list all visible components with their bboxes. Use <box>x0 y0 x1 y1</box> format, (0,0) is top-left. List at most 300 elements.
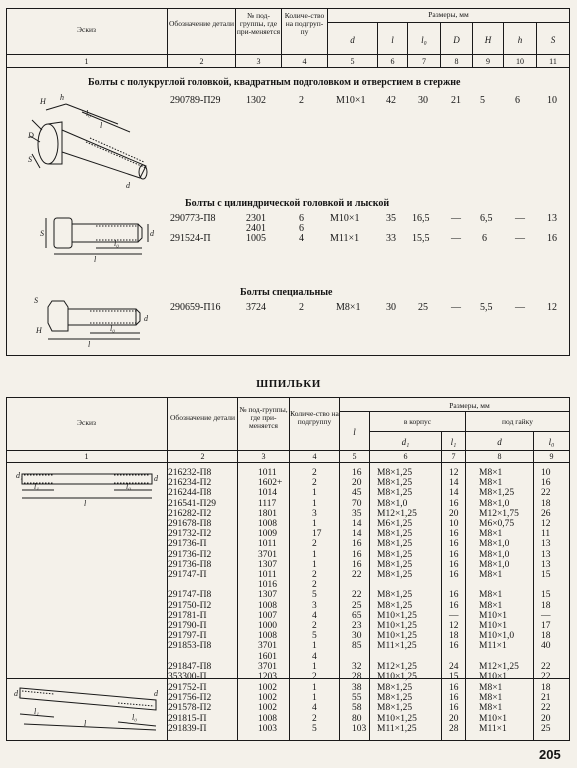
cell-l0: 13 <box>541 539 551 550</box>
cell-l1: 16 <box>449 600 459 611</box>
bolt-special-sketch <box>30 293 155 348</box>
cell-S: 12 <box>547 302 557 313</box>
cell-des: 216244-П8 <box>168 488 212 499</box>
col-number: 5 <box>350 57 355 66</box>
cell-des: 291678-П8 <box>168 519 212 529</box>
svg-text:l₀: l₀ <box>86 109 92 118</box>
table-row <box>0 672 577 683</box>
cell-grp: 1014 <box>258 488 277 499</box>
table-row <box>0 550 577 561</box>
cell-qty: 2 <box>299 95 304 106</box>
cell-qty: 1 <box>312 488 317 499</box>
cell-S: 16 <box>547 233 557 244</box>
cell-des: 291797-П <box>168 631 207 642</box>
table-row <box>0 519 577 530</box>
cell-grp: 1117 <box>258 498 277 509</box>
cell-l0: 25 <box>418 302 428 313</box>
page-number: 205 <box>539 747 561 762</box>
header-into-body: в корпус <box>403 417 432 426</box>
cell-qty: 1 <box>312 498 317 509</box>
cell-grp: 1002 <box>258 703 277 714</box>
cell-l: 80 <box>352 713 362 724</box>
cell-d: M10×1 <box>479 713 508 724</box>
cell-grp: 1008 <box>258 600 277 611</box>
col-number: 7 <box>422 57 426 66</box>
cell-des: 291847-П8 <box>168 661 212 672</box>
cell-qty: 4 <box>312 703 317 714</box>
svg-text:l: l <box>88 340 91 348</box>
table-row <box>0 641 577 652</box>
cell-l: 25 <box>352 600 362 611</box>
cell-D: — <box>451 213 461 224</box>
cell-group: 3724 <box>246 302 266 313</box>
cell-l1: 16 <box>449 693 459 704</box>
stud-sketch-2 <box>14 684 164 734</box>
cell-l0: 16,5 <box>412 213 430 224</box>
svg-text:H: H <box>40 97 46 106</box>
cell-qty: 1 <box>312 693 317 704</box>
cell-d: M8×1,0 <box>479 539 510 550</box>
cell-l0: 18 <box>541 498 551 509</box>
cell-grp: 1008 <box>258 713 277 724</box>
cell-l: 103 <box>352 723 367 734</box>
cell-l: 33 <box>386 233 396 244</box>
cell-grp: 1307 <box>258 590 277 601</box>
cell-qty: 4 <box>312 610 317 621</box>
cell-des: 216282-П2 <box>168 508 212 519</box>
svg-text:l₀: l₀ <box>126 482 132 491</box>
cell-grp: 1011 <box>258 539 277 550</box>
header-group: № под-группы, где при-меняется <box>239 405 288 430</box>
table-row <box>0 509 577 520</box>
cell-des: 291790-П <box>168 621 207 631</box>
cell-grp: 3701 <box>258 661 277 672</box>
cell-l: 38 <box>352 683 362 693</box>
cell-l: 58 <box>352 703 362 714</box>
cell-l0: 15 <box>541 590 551 601</box>
cell-designation: 290789-П29 <box>170 95 221 106</box>
header-D: D <box>453 35 460 45</box>
header-l1: l₁ <box>450 437 457 447</box>
cell-l0: 22 <box>541 703 551 714</box>
cell-D: 21 <box>451 95 461 106</box>
header-qty: Количе-ство на подгруппу <box>290 409 339 426</box>
cell-l1: 28 <box>449 723 459 734</box>
col-number: 8 <box>454 57 459 66</box>
cell-grp: 1011 <box>258 468 277 478</box>
cell-l0: 25 <box>541 723 551 734</box>
header-l0: l₀ <box>548 437 555 447</box>
cell-qty: 2 <box>312 468 317 478</box>
svg-text:l₀: l₀ <box>110 324 116 333</box>
col-number: 5 <box>352 452 357 461</box>
cell-d1: M10×1,25 <box>377 672 417 682</box>
cell-d: M8×1 <box>479 478 503 489</box>
cell-l0: 15,5 <box>412 233 430 244</box>
cell-group: 2301 <box>246 213 266 224</box>
cell-l0: 17 <box>541 621 551 631</box>
cell-des: 291578-П2 <box>168 703 212 714</box>
cell-l0: 26 <box>541 508 551 519</box>
table-row <box>0 529 577 540</box>
cell-l1: 16 <box>449 683 459 693</box>
cell-l: 16 <box>352 539 362 550</box>
cell-l1: 12 <box>449 468 459 478</box>
cell-l1: 18 <box>449 631 459 642</box>
cell-des: 216232-П8 <box>168 468 212 478</box>
cell-des: 216541-П29 <box>168 498 217 509</box>
cell-grp: 1203 <box>258 672 277 682</box>
col-number: 9 <box>549 452 554 461</box>
header-designation: Обозначение детали <box>169 19 234 28</box>
cell-l0: 11 <box>541 529 551 540</box>
cell-l: 65 <box>352 610 362 621</box>
cell-qty: 5 <box>312 723 317 734</box>
col-number: 8 <box>497 452 502 461</box>
cell-d: M6×0,75 <box>479 519 515 529</box>
svg-text:d₁: d₁ <box>16 471 23 480</box>
cell-d1: M11×1,25 <box>377 641 417 652</box>
cell-qty: 4 <box>312 651 317 662</box>
svg-text:l₁: l₁ <box>34 482 40 491</box>
cell-grp: 1008 <box>258 631 277 642</box>
cell-d1: M8×1,25 <box>377 693 413 704</box>
cell-d: M8×1 <box>336 302 361 313</box>
svg-text:l₀: l₀ <box>132 713 138 722</box>
cell-des: 291750-П2 <box>168 600 212 611</box>
cell-d1: M10×1,25 <box>377 631 417 642</box>
table-row <box>0 590 577 601</box>
col-number: 1 <box>84 452 89 461</box>
cell-l1: 16 <box>449 641 459 652</box>
cell-des: 291815-П <box>168 713 207 724</box>
cell-l0: 40 <box>541 641 551 652</box>
cell-l: 35 <box>352 508 362 519</box>
cell-qty: 17 <box>312 529 322 540</box>
cell-group: 2401 <box>246 223 266 234</box>
cell-l: 42 <box>386 95 396 106</box>
cell-qty: 1 <box>312 519 317 529</box>
cell-l0: 16 <box>541 478 551 489</box>
cell-d1: M8×1,25 <box>377 488 413 499</box>
cell-qty: 1 <box>312 559 317 570</box>
cell-l: 23 <box>352 621 362 631</box>
header-group: № под-группы, где при-меняется <box>236 11 281 36</box>
cell-d: M11×1 <box>479 723 507 734</box>
cell-l1: 16 <box>449 549 459 560</box>
cell-qty: 1 <box>312 661 317 672</box>
cell-qty: 3 <box>312 600 317 611</box>
col-number: 3 <box>261 452 266 461</box>
cell-grp: 1602+ <box>258 478 283 489</box>
col-number: 1 <box>84 57 89 66</box>
cell-h: — <box>515 213 525 224</box>
cell-qty: 1 <box>312 641 317 652</box>
cell-l0: 18 <box>541 683 551 693</box>
cell-l: 85 <box>352 641 362 652</box>
cell-l: 30 <box>386 302 396 313</box>
cell-d: M10×1 <box>479 610 508 621</box>
header-l: l <box>353 427 356 437</box>
cell-D: — <box>451 302 461 313</box>
cell-l0: 18 <box>541 631 551 642</box>
cell-S: 10 <box>547 95 557 106</box>
header-sizes: Размеры, мм <box>449 401 490 410</box>
cell-l0: 18 <box>541 600 551 611</box>
section-title: Болты с цилиндрической головкой и лыской <box>185 198 390 209</box>
cell-qty: 5 <box>312 631 317 642</box>
table-row <box>0 539 577 550</box>
header-l0: l₀ <box>421 35 427 45</box>
cell-l1: 20 <box>449 508 459 519</box>
cell-h: 6 <box>515 95 520 106</box>
cell-l0: 15 <box>541 570 551 580</box>
cell-d1: M10×1,25 <box>377 713 417 724</box>
table-row <box>0 631 577 642</box>
cell-l1: 16 <box>449 559 459 570</box>
header-h: h <box>517 35 523 45</box>
cell-l1: 24 <box>449 661 459 672</box>
cell-des: 291853-П8 <box>168 641 212 652</box>
svg-text:h: h <box>60 93 64 102</box>
cell-d1: M8×1,25 <box>377 703 413 714</box>
svg-text:l: l <box>100 121 103 130</box>
col-number: 2 <box>200 452 205 461</box>
cell-d: M10×1 <box>479 621 508 631</box>
cell-h: — <box>515 302 525 313</box>
cell-qty: 6 <box>299 213 304 224</box>
cell-des: 291732-П2 <box>168 529 212 540</box>
cell-grp: 3701 <box>258 641 277 652</box>
cell-l: 14 <box>352 529 362 540</box>
header-d1: d₁ <box>401 437 410 447</box>
cell-grp: 1016 <box>258 580 277 591</box>
cell-l0: 22 <box>541 672 551 682</box>
header-H: H <box>484 35 492 45</box>
cell-l1: 16 <box>449 539 459 550</box>
svg-text:d: d <box>154 689 158 698</box>
cell-d1: M10×1,25 <box>377 610 417 621</box>
cell-d1: M8×1,25 <box>377 600 413 611</box>
table-row <box>0 662 577 673</box>
svg-text:d: d <box>154 474 158 483</box>
cell-l0: 30 <box>418 95 428 106</box>
cell-qty: 2 <box>312 672 317 682</box>
col-number: 3 <box>256 57 261 66</box>
cell-l: 30 <box>352 631 362 642</box>
cell-l0: 21 <box>541 693 551 704</box>
cell-l: 20 <box>352 478 362 489</box>
cell-des: 216234-П2 <box>168 478 212 489</box>
cell-designation: 290659-П16 <box>170 302 221 313</box>
cell-grp: 1307 <box>258 559 277 570</box>
cell-qty: 1 <box>312 549 317 560</box>
cell-H: 5,5 <box>480 302 493 313</box>
header-designation: Обозначение детали <box>170 413 235 422</box>
cell-l: 16 <box>352 468 362 478</box>
cell-l: 35 <box>386 213 396 224</box>
cell-d1: M11×1,25 <box>377 723 417 734</box>
cell-d: M11×1 <box>479 641 507 652</box>
cell-d: M10×1 <box>330 213 360 224</box>
cell-d: M8×1,0 <box>479 549 510 560</box>
header-sizes: Размеры, мм <box>428 10 469 19</box>
cell-des: 291752-П <box>168 683 207 693</box>
cell-l0: 13 <box>541 549 551 560</box>
bolt-cylinder-head-sketch <box>34 208 159 263</box>
cell-d: M8×1,0 <box>479 559 510 570</box>
cell-d: M11×1 <box>330 233 360 244</box>
cell-d1: M8×1,25 <box>377 478 413 489</box>
cell-d: M12×1,25 <box>479 661 519 672</box>
table-row <box>0 611 577 622</box>
cell-d: M12×1,75 <box>479 508 519 519</box>
cell-d: M8×1 <box>479 529 503 540</box>
cell-l1: 16 <box>449 529 459 540</box>
cell-qty: 2 <box>312 580 317 591</box>
cell-qty: 4 <box>299 233 304 244</box>
svg-text:S: S <box>34 296 38 305</box>
header-l: l <box>391 35 394 45</box>
cell-d1: M8×1,0 <box>377 498 408 509</box>
bolt-round-head-sketch <box>26 92 166 192</box>
cell-d: M8×1,0 <box>479 498 510 509</box>
cell-d1: M8×1,25 <box>377 468 413 478</box>
cell-d1: M12×1,25 <box>377 508 417 519</box>
studs-title: ШПИЛЬКИ <box>256 378 321 390</box>
header-S: S <box>550 35 556 45</box>
cell-qty: 2 <box>312 621 317 631</box>
cell-des: 291756-П2 <box>168 693 212 704</box>
cell-des: 291747-П <box>168 570 207 580</box>
cell-qty: 2 <box>312 570 317 580</box>
cell-d: M8×1 <box>479 590 503 601</box>
cell-d: M8×1,25 <box>479 488 515 499</box>
table-row <box>0 560 577 571</box>
cell-S: 13 <box>547 213 557 224</box>
svg-text:S: S <box>40 229 44 238</box>
svg-text:l₁: l₁ <box>34 707 40 716</box>
cell-l1: — <box>449 610 459 621</box>
cell-des: 291781-П <box>168 610 207 621</box>
table-row <box>0 652 577 663</box>
cell-d: M10×1 <box>336 95 366 106</box>
table-row <box>0 621 577 632</box>
cell-des: 291839-П <box>168 723 207 734</box>
cell-qty: 2 <box>312 478 317 489</box>
cell-l1: 16 <box>449 498 459 509</box>
cell-l1: 20 <box>449 713 459 724</box>
cell-l1: 15 <box>449 672 459 682</box>
header-d: d <box>350 35 355 45</box>
cell-l1: 14 <box>449 488 459 499</box>
col-number: 6 <box>390 57 395 66</box>
cell-grp: 1601 <box>258 651 277 662</box>
cell-l1: 10 <box>449 519 459 529</box>
col-number: 4 <box>302 57 307 66</box>
cell-des: 291736-П2 <box>168 549 212 560</box>
cell-group: 1005 <box>246 233 266 244</box>
cell-grp: 1801 <box>258 508 277 519</box>
header-sketch: Эскиз <box>77 25 96 34</box>
col-number: 9 <box>486 57 490 66</box>
svg-text:l₀: l₀ <box>114 239 120 248</box>
cell-qty: 2 <box>299 302 304 313</box>
cell-l0: 22 <box>541 661 551 672</box>
cell-qty: 1 <box>312 683 317 693</box>
col-number: 4 <box>312 452 317 461</box>
svg-text:l: l <box>94 255 97 263</box>
col-number: 10 <box>516 57 524 66</box>
cell-l: 22 <box>352 570 362 580</box>
cell-l1: 16 <box>449 590 459 601</box>
table-row <box>0 601 577 612</box>
cell-d1: M8×1,25 <box>377 570 413 580</box>
section-title: Болты специальные <box>240 287 333 298</box>
cell-d1: M8×1,25 <box>377 590 413 601</box>
cell-d: M8×1 <box>479 468 503 478</box>
header-under-nut: под гайку <box>502 417 533 426</box>
cell-d1: M8×1,25 <box>377 559 413 570</box>
cell-l: 22 <box>352 590 362 601</box>
cell-l: 70 <box>352 498 362 509</box>
cell-l: 16 <box>352 559 362 570</box>
svg-text:l: l <box>84 499 87 508</box>
cell-l1: 16 <box>449 570 459 580</box>
cell-d: M10×1 <box>479 672 508 682</box>
cell-qty: 2 <box>312 713 317 724</box>
cell-l0: 20 <box>541 713 551 724</box>
cell-d: M8×1 <box>479 600 503 611</box>
svg-text:S: S <box>28 155 32 164</box>
svg-text:d: d <box>150 229 154 238</box>
cell-H: 6,5 <box>480 213 493 224</box>
cell-d: M8×1 <box>479 703 503 714</box>
table-row <box>0 580 577 591</box>
cell-qty: 2 <box>312 539 317 550</box>
stud-sketch-1 <box>14 470 164 510</box>
cell-des: 291736-П <box>168 539 207 550</box>
cell-l: 14 <box>352 519 362 529</box>
cell-l0: 12 <box>541 519 551 529</box>
cell-d: M8×1 <box>479 693 503 704</box>
cell-l1: 12 <box>449 621 459 631</box>
svg-text:d₁: d₁ <box>14 689 21 698</box>
cell-grp: 1002 <box>258 683 277 693</box>
cell-d: M8×1 <box>479 570 503 580</box>
cell-l: 45 <box>352 488 362 499</box>
cell-d1: M8×1,25 <box>377 683 413 693</box>
cell-l0: 22 <box>541 488 551 499</box>
cell-H: 5 <box>480 95 485 106</box>
cell-H: 6 <box>482 233 487 244</box>
cell-grp: 1000 <box>258 621 277 631</box>
cell-d: M10×1,0 <box>479 631 515 642</box>
cell-designation: 290773-П8 <box>170 213 216 224</box>
cell-qty: 6 <box>299 223 304 234</box>
svg-text:H: H <box>36 326 42 335</box>
svg-text:d: d <box>126 181 130 190</box>
cell-grp: 3701 <box>258 549 277 560</box>
cell-d1: M10×1,25 <box>377 621 417 631</box>
cell-grp: 1008 <box>258 519 277 529</box>
cell-d: M8×1 <box>479 683 503 693</box>
header-d: d <box>497 437 502 447</box>
svg-text:l: l <box>84 719 87 728</box>
cell-des: 353300-П <box>168 672 207 682</box>
cell-d1: M8×1,25 <box>377 539 413 550</box>
cell-d1: M6×1,25 <box>377 519 413 529</box>
